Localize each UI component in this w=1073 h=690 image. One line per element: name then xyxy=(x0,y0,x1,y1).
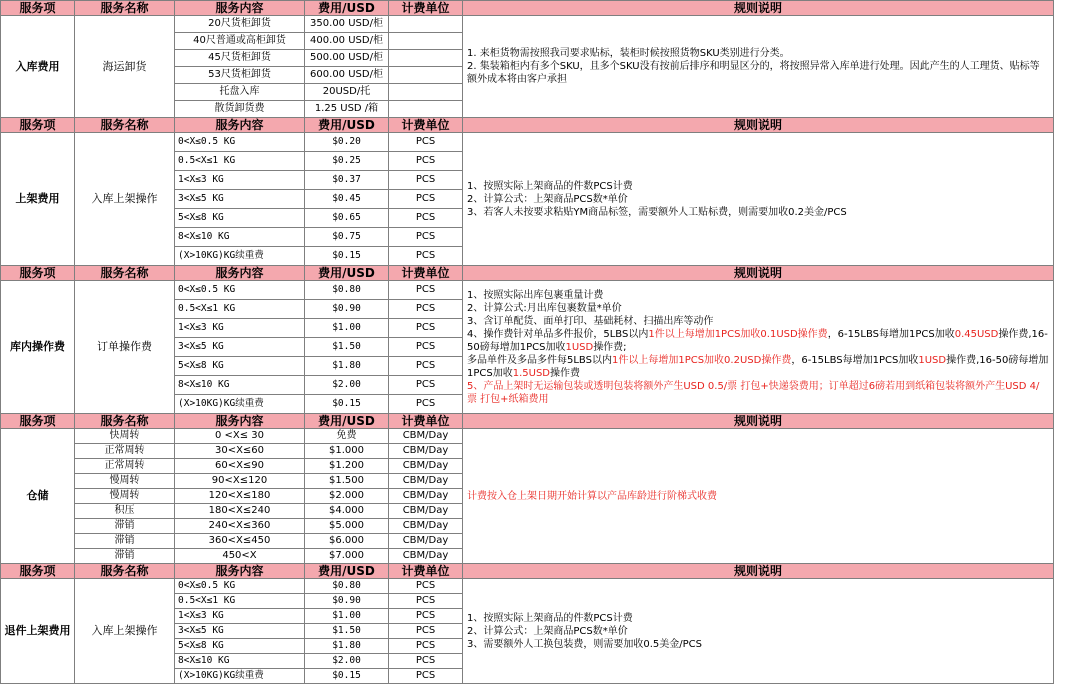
fee-cell[interactable]: $6.000 xyxy=(305,534,389,549)
service-name-cell[interactable]: 海运卸货 xyxy=(75,16,175,118)
header-fee[interactable]: 费用/USD xyxy=(305,1,389,16)
service-item-cell[interactable]: 库内操作费 xyxy=(1,281,75,414)
service-content-cell[interactable]: 45尺货柜卸货 xyxy=(175,50,305,67)
rule-text: 操作费,16-50磅每增加1PCS加收 xyxy=(467,354,1049,379)
service-content-cell[interactable]: (X>10KG)KG续重费 xyxy=(175,395,305,414)
rule-line: 3、若客人未按要求粘贴YM商品标签，需要额外人工贴标费，则需要加收0.2美金/PCS xyxy=(467,206,847,218)
header-unit[interactable]: 计费单位 xyxy=(389,414,463,429)
service-content-cell[interactable]: (X>10KG)KG续重费 xyxy=(175,669,305,684)
rule-line xyxy=(467,302,1049,315)
service-name-cell[interactable]: 入库上架操作 xyxy=(75,133,175,266)
rules-cell[interactable] xyxy=(463,133,1054,266)
rule-text: 4、操作费针对单品多件报价，5LBS以内 xyxy=(467,328,649,340)
service-content-cell[interactable]: 0 <X≤ 30 xyxy=(175,429,305,444)
fee-cell[interactable]: $2.000 xyxy=(305,489,389,504)
table-row xyxy=(1,281,1054,300)
header-row xyxy=(1,1,1054,16)
header-service-item[interactable]: 服务项 xyxy=(1,118,75,133)
header-service-content[interactable]: 服务内容 xyxy=(175,118,305,133)
service-content-cell[interactable]: 60<X≤90 xyxy=(175,459,305,474)
rule-text: ，6-15LBS每增加1PCS加收 xyxy=(791,354,919,366)
service-content-cell[interactable]: 5<X≤8 KG xyxy=(175,209,305,228)
service-content-cell[interactable]: 散货卸货费 xyxy=(175,101,305,118)
fee-cell[interactable]: $0.75 xyxy=(305,228,389,247)
service-content-cell[interactable]: 1<X≤3 KG xyxy=(175,171,305,190)
header-service-name[interactable]: 服务名称 xyxy=(75,118,175,133)
rules-cell[interactable] xyxy=(463,429,1054,564)
rule-text-highlight: 1件以上每增加1PCS加收0.1USD操作费 xyxy=(648,328,828,340)
fee-cell[interactable]: $2.00 xyxy=(305,654,389,669)
rule-text: 多品单件及多品多件每5LBS以内 xyxy=(467,354,612,366)
header-service-name[interactable]: 服务名称 xyxy=(75,564,175,579)
rule-line: 1. 来柜货物需按照我司要求贴标，装柜时候按照货物SKU类别进行分类。 xyxy=(467,48,790,59)
fee-cell[interactable]: $1.50 xyxy=(305,338,389,357)
service-content-cell[interactable]: 360<X≤450 xyxy=(175,534,305,549)
fee-cell[interactable]: 20USD/托 xyxy=(305,84,389,101)
service-content-cell[interactable]: 3<X≤5 KG xyxy=(175,338,305,357)
service-content-cell[interactable]: 0.5<X≤1 KG xyxy=(175,594,305,609)
header-service-name[interactable]: 服务名称 xyxy=(75,414,175,429)
unit-cell[interactable]: PCS xyxy=(389,609,463,624)
unit-cell[interactable]: PCS xyxy=(389,319,463,338)
fee-cell[interactable]: $0.80 xyxy=(305,281,389,300)
unit-cell[interactable]: PCS xyxy=(389,579,463,594)
fee-cell[interactable]: $0.80 xyxy=(305,579,389,594)
service-content-cell[interactable]: 450<X xyxy=(175,549,305,564)
fee-cell[interactable]: $1.50 xyxy=(305,624,389,639)
service-content-cell[interactable]: 托盘入库 xyxy=(175,84,305,101)
service-name-cell[interactable]: 滞销 xyxy=(75,549,175,564)
rule-line: 2. 集装箱柜内有多个SKU，且多个SKU没有按前后排序和明显区分的，将按照异常入库单进行处理。因此产生的人工理货、贴标等额外成本将由客户承担 xyxy=(467,61,1040,85)
unit-cell[interactable]: PCS xyxy=(389,594,463,609)
fee-cell[interactable]: $0.90 xyxy=(305,300,389,319)
service-content-cell[interactable]: 120<X≤180 xyxy=(175,489,305,504)
header-rules[interactable]: 规则说明 xyxy=(463,118,1054,133)
header-rules[interactable]: 规则说明 xyxy=(463,414,1054,429)
rule-text-highlight: 1USD xyxy=(918,354,947,366)
header-service-item[interactable]: 服务项 xyxy=(1,1,75,16)
fee-cell[interactable]: $1.80 xyxy=(305,357,389,376)
header-unit[interactable]: 计费单位 xyxy=(389,564,463,579)
unit-cell[interactable]: CBM/Day xyxy=(389,519,463,534)
unit-cell[interactable]: PCS xyxy=(389,639,463,654)
table-row xyxy=(1,133,1054,152)
unit-cell[interactable]: CBM/Day xyxy=(389,444,463,459)
rule-text-highlight: 0.45USD xyxy=(954,328,999,340)
service-content-cell[interactable]: 40尺普通或高柜卸货 xyxy=(175,33,305,50)
header-service-item[interactable]: 服务项 xyxy=(1,564,75,579)
fee-cell[interactable]: $0.15 xyxy=(305,395,389,414)
unit-cell[interactable]: PCS xyxy=(389,357,463,376)
header-fee[interactable]: 费用/USD xyxy=(305,118,389,133)
header-fee[interactable]: 费用/USD xyxy=(305,414,389,429)
unit-cell[interactable]: PCS xyxy=(389,395,463,414)
unit-cell[interactable]: PCS xyxy=(389,190,463,209)
fee-cell[interactable]: $1.500 xyxy=(305,474,389,489)
header-unit[interactable]: 计费单位 xyxy=(389,118,463,133)
service-content-cell[interactable]: 0<X≤0.5 KG xyxy=(175,281,305,300)
rule-text: ，6-15LBS每增加1PCS加收 xyxy=(827,328,955,340)
rule-line xyxy=(467,380,1049,406)
service-content-cell[interactable]: 5<X≤8 KG xyxy=(175,639,305,654)
rule-line: 2、计算公式：上架商品PCS数*单价 xyxy=(467,625,628,637)
unit-cell[interactable] xyxy=(389,101,463,118)
rule-line xyxy=(467,354,1049,380)
header-unit[interactable]: 计费单位 xyxy=(389,1,463,16)
header-fee[interactable]: 费用/USD xyxy=(305,564,389,579)
rule-line: 2、计算公式：上架商品PCS数*单价 xyxy=(467,193,628,205)
fee-cell[interactable]: $1.00 xyxy=(305,609,389,624)
header-rules[interactable]: 规则说明 xyxy=(463,564,1054,579)
rules-cell[interactable] xyxy=(463,579,1054,684)
fee-cell[interactable]: $2.00 xyxy=(305,376,389,395)
header-rules[interactable]: 规则说明 xyxy=(463,266,1054,281)
rules-cell[interactable] xyxy=(463,281,1054,414)
unit-cell[interactable] xyxy=(389,84,463,101)
service-name-cell[interactable]: 正常周转 xyxy=(75,444,175,459)
unit-cell[interactable]: PCS xyxy=(389,338,463,357)
service-content-cell[interactable]: 180<X≤240 xyxy=(175,504,305,519)
fee-cell[interactable]: 400.00 USD/柜 xyxy=(305,33,389,50)
unit-cell[interactable]: CBM/Day xyxy=(389,474,463,489)
service-item-cell[interactable]: 仓储 xyxy=(1,429,75,564)
fee-cell[interactable]: 500.00 USD/柜 xyxy=(305,50,389,67)
rule-line xyxy=(467,328,1049,354)
rule-line: 3、需要额外人工换包装费，则需要加收0.5美金/PCS xyxy=(467,638,702,650)
service-item-cell[interactable]: 上架费用 xyxy=(1,133,75,266)
service-content-cell[interactable]: 5<X≤8 KG xyxy=(175,357,305,376)
unit-cell[interactable] xyxy=(389,67,463,84)
rule-text: 操作费; xyxy=(593,341,627,353)
service-item-cell[interactable]: 退件上架费用 xyxy=(1,579,75,684)
fee-cell[interactable]: $0.25 xyxy=(305,152,389,171)
unit-cell[interactable]: CBM/Day xyxy=(389,429,463,444)
table-row xyxy=(1,429,1054,444)
service-content-cell[interactable]: 8<X≤10 KG xyxy=(175,376,305,395)
header-row xyxy=(1,564,1054,579)
unit-cell[interactable]: CBM/Day xyxy=(389,549,463,564)
unit-cell[interactable]: PCS xyxy=(389,152,463,171)
fee-cell[interactable]: $5.000 xyxy=(305,519,389,534)
unit-cell[interactable] xyxy=(389,33,463,50)
header-unit[interactable]: 计费单位 xyxy=(389,266,463,281)
service-content-cell[interactable]: 3<X≤5 KG xyxy=(175,190,305,209)
rule-text-highlight: 1.5USD xyxy=(512,367,551,379)
service-content-cell[interactable]: 1<X≤3 KG xyxy=(175,609,305,624)
header-row xyxy=(1,266,1054,281)
header-row xyxy=(1,118,1054,133)
service-name-cell[interactable]: 慢周转 xyxy=(75,474,175,489)
unit-cell[interactable] xyxy=(389,50,463,67)
header-service-content[interactable]: 服务内容 xyxy=(175,1,305,16)
fee-cell[interactable]: 1.25 USD /箱 xyxy=(305,101,389,118)
unit-cell[interactable]: CBM/Day xyxy=(389,489,463,504)
rule-text-highlight: 1件以上每增加1PCS加收0.2USD操作费 xyxy=(611,354,792,366)
fee-cell[interactable]: $7.000 xyxy=(305,549,389,564)
rule-text: 操作费 xyxy=(550,367,581,379)
unit-cell[interactable]: PCS xyxy=(389,654,463,669)
fee-cell[interactable]: $1.00 xyxy=(305,319,389,338)
service-content-cell[interactable]: 0.5<X≤1 KG xyxy=(175,300,305,319)
unit-cell[interactable]: CBM/Day xyxy=(389,459,463,474)
service-content-cell[interactable]: 30<X≤60 xyxy=(175,444,305,459)
service-name-cell[interactable]: 快周转 xyxy=(75,429,175,444)
fee-cell[interactable]: $0.37 xyxy=(305,171,389,190)
service-item-cell[interactable]: 入库费用 xyxy=(1,16,75,118)
fee-cell[interactable]: $0.15 xyxy=(305,247,389,266)
unit-cell[interactable]: PCS xyxy=(389,624,463,639)
service-content-cell[interactable]: 8<X≤10 KG xyxy=(175,654,305,669)
fee-cell[interactable]: $1.000 xyxy=(305,444,389,459)
service-content-cell[interactable]: 53尺货柜卸货 xyxy=(175,67,305,84)
table-row xyxy=(1,16,1054,33)
unit-cell[interactable]: CBM/Day xyxy=(389,504,463,519)
rule-text-highlight: 1USD xyxy=(565,341,594,353)
header-row xyxy=(1,414,1054,429)
unit-cell[interactable]: PCS xyxy=(389,228,463,247)
unit-cell[interactable]: PCS xyxy=(389,669,463,684)
service-name-cell[interactable]: 积压 xyxy=(75,504,175,519)
fee-cell[interactable]: $0.65 xyxy=(305,209,389,228)
rule-text-highlight: 5、产品上架时无运输包装或透明包装将额外产生USD 0.5/票 打包+快递袋费用；订单超过6磅若用到纸箱包装将额外产生USD 4/票 打包+纸箱费用 xyxy=(467,380,1040,405)
service-content-cell[interactable]: 0.5<X≤1 KG xyxy=(175,152,305,171)
unit-cell[interactable]: CBM/Day xyxy=(389,534,463,549)
service-content-cell[interactable]: 0<X≤0.5 KG xyxy=(175,579,305,594)
rule-text: 1、按照实际出库包裹重量计费 xyxy=(467,289,604,301)
unit-cell[interactable]: PCS xyxy=(389,133,463,152)
rule-line xyxy=(467,289,1049,302)
header-service-content[interactable]: 服务内容 xyxy=(175,414,305,429)
header-service-content[interactable]: 服务内容 xyxy=(175,266,305,281)
service-content-cell[interactable]: 0<X≤0.5 KG xyxy=(175,133,305,152)
service-name-cell[interactable]: 入库上架操作 xyxy=(75,579,175,684)
service-name-cell[interactable]: 正常周转 xyxy=(75,459,175,474)
unit-cell[interactable]: PCS xyxy=(389,300,463,319)
service-name-cell[interactable]: 滞销 xyxy=(75,519,175,534)
service-content-cell[interactable]: 1<X≤3 KG xyxy=(175,319,305,338)
fee-cell[interactable]: $1.80 xyxy=(305,639,389,654)
service-content-cell[interactable]: 3<X≤5 KG xyxy=(175,624,305,639)
unit-cell[interactable]: PCS xyxy=(389,171,463,190)
header-service-name[interactable]: 服务名称 xyxy=(75,1,175,16)
table-row xyxy=(1,579,1054,594)
header-service-content[interactable]: 服务内容 xyxy=(175,564,305,579)
fee-cell[interactable]: $4.000 xyxy=(305,504,389,519)
header-service-item[interactable]: 服务项 xyxy=(1,266,75,281)
rule-line xyxy=(467,315,1049,328)
unit-cell[interactable] xyxy=(389,16,463,33)
fee-cell[interactable]: $1.200 xyxy=(305,459,389,474)
rules-cell[interactable] xyxy=(463,16,1054,118)
unit-cell[interactable]: PCS xyxy=(389,376,463,395)
rule-text: 3、含订单配货、面单打印、基础耗材、扫描出库等动作 xyxy=(467,315,714,327)
service-name-cell[interactable]: 订单操作费 xyxy=(75,281,175,414)
rule-text: 2、计算公式:月出库包裹数量*单价 xyxy=(467,302,622,314)
service-content-cell[interactable]: (X>10KG)KG续重费 xyxy=(175,247,305,266)
header-fee[interactable]: 费用/USD xyxy=(305,266,389,281)
header-service-item[interactable]: 服务项 xyxy=(1,414,75,429)
service-content-cell[interactable]: 8<X≤10 KG xyxy=(175,228,305,247)
fee-cell[interactable]: 免费 xyxy=(305,429,389,444)
rule-text: 操作费,16-50磅每增加1PCS加收 xyxy=(467,328,1048,353)
rule-line: 计费按入仓上架日期开始计算以产品库龄进行阶梯式收费 xyxy=(467,490,717,502)
header-rules[interactable]: 规则说明 xyxy=(463,1,1054,16)
unit-cell[interactable]: PCS xyxy=(389,247,463,266)
header-service-name[interactable]: 服务名称 xyxy=(75,266,175,281)
fee-cell[interactable]: $0.15 xyxy=(305,669,389,684)
service-name-cell[interactable]: 滞销 xyxy=(75,534,175,549)
fee-cell[interactable]: 350.00 USD/柜 xyxy=(305,16,389,33)
unit-cell[interactable]: PCS xyxy=(389,281,463,300)
fee-cell[interactable]: $0.20 xyxy=(305,133,389,152)
fee-cell[interactable]: $0.45 xyxy=(305,190,389,209)
fee-cell[interactable]: $0.90 xyxy=(305,594,389,609)
rule-line: 1、按照实际上架商品的件数PCS计费 xyxy=(467,180,633,192)
service-content-cell[interactable]: 90<X≤120 xyxy=(175,474,305,489)
service-name-cell[interactable]: 慢周转 xyxy=(75,489,175,504)
service-content-cell[interactable]: 20尺货柜卸货 xyxy=(175,16,305,33)
rule-line: 1、按照实际上架商品的件数PCS计费 xyxy=(467,612,633,624)
service-content-cell[interactable]: 240<X≤360 xyxy=(175,519,305,534)
fee-cell[interactable]: 600.00 USD/柜 xyxy=(305,67,389,84)
unit-cell[interactable]: PCS xyxy=(389,209,463,228)
